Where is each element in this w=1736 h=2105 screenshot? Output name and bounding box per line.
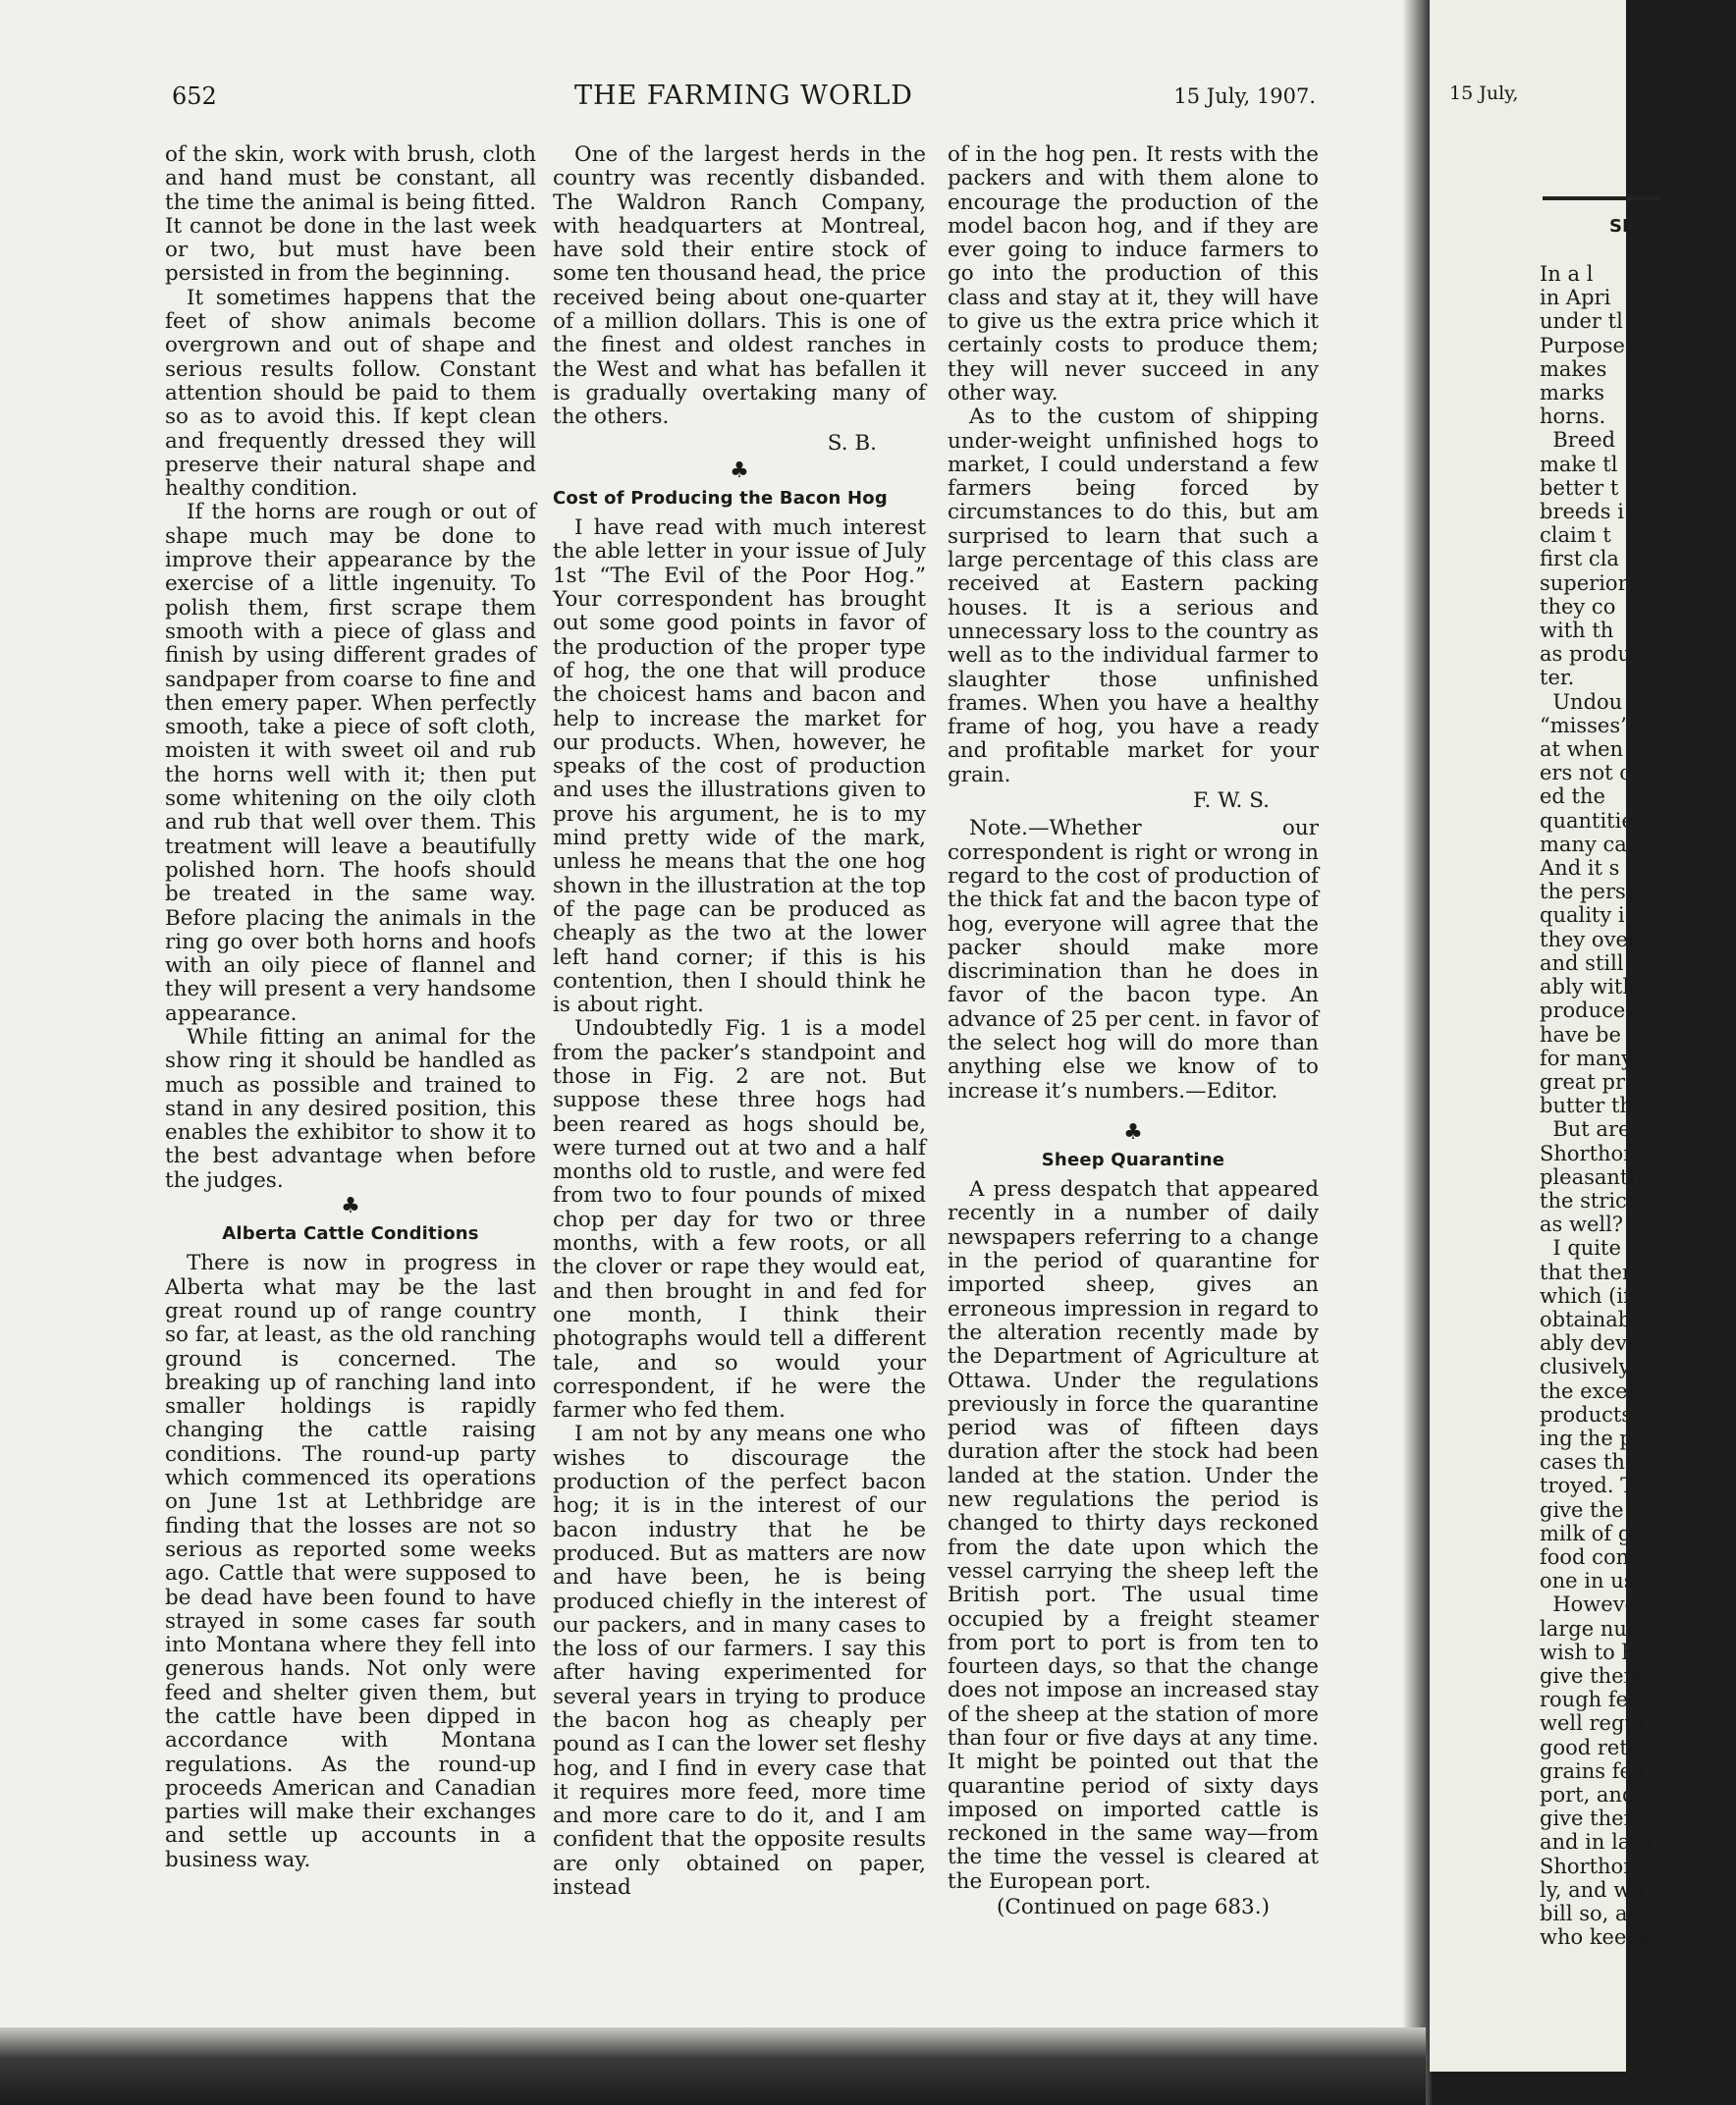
club-ornament-icon: ♣ bbox=[341, 1194, 360, 1219]
section-rule bbox=[1543, 196, 1660, 200]
column-1 bbox=[165, 143, 536, 1872]
issue-date: 15 July, 1907. bbox=[1173, 84, 1316, 108]
right-section-heading: SI bbox=[1609, 216, 1629, 237]
paragraph: If the horns are rough or out of shape much may be done to improve their appearance by the exercise of a little ingenuity. To polish them, first scrape them smooth with a piece of glass and finish by using different grades of sandpaper from coarse to fine and then emery paper. When perfectly smooth, take a piece of soft cloth, moisten it with sweet oil and rub the horns well with it; then put some whitening on the oily cloth and rub that well over them. This treatment will leave a beautifully polished horn. The hoofs should be treated in the same way. Before placing the animals in the ring go over both horns and hoofs with an oily piece of flannel and they will present a very handsome appearance. bbox=[165, 500, 536, 1026]
journal-title: THE FARMING WORLD bbox=[574, 81, 913, 111]
paragraph: I have read with much interest the able letter in your issue of July 1st “The Evil of the Poor Hog.” Your correspondent has brought out some good points in favor of the production of the proper type of hog, the one that will produce the choicest hams and bacon and help to increase the market for our products. When, however, he speaks of the cost of production and uses the illustrations given to prove his argument, he is to my mind pretty wide of the mark, unless he means that the one hog shown in the illustration at the top of the page can be produced as cheaply as the two at the lower left hand corner; if this is his contention, then I should think he is about right. bbox=[553, 515, 926, 1018]
paragraph: of in the hog pen. It rests with the packers and with them alone to encourage the production of the model bacon hog, and if they are ever going to induce farmers to go into the production of this class and stay at it, they will have to give us the extra price which it certainly costs to produce them; they will never succeed in any other way. bbox=[948, 142, 1319, 405]
right-page-header: 15 July, bbox=[1449, 82, 1519, 104]
club-ornament-icon: ♣ bbox=[1123, 1119, 1143, 1145]
column-3 bbox=[948, 143, 1319, 1919]
scan-bottom-edge bbox=[0, 2027, 1426, 2105]
section-heading-alberta: Alberta Cattle Conditions bbox=[222, 1223, 479, 1245]
paragraph: Undoubtedly Fig. 1 is a model from the packer’s standpoint and those in Fig. 2 are not. But suppose these three hogs had been reared as hogs should be, were turned out at two and a half months old to rustle, and were fed from two to four pounds of mixed chop per day for two or three months, with a few roots, or all the clover or rape they would eat, and then brought in and fed for one month, I think their photographs would tell a different tale, and so would your correspondent, if he were the farmer who fed them. bbox=[553, 1016, 926, 1424]
paragraph: It sometimes happens that the feet of show animals become overgrown and out of shape and serious results follow. Constant attention should be paid to them so as to avoid this. If kept clean and frequently dressed they will preserve their natural shape and healthy condition. bbox=[165, 285, 536, 502]
right-page-text: In a l in Apri under tl Purpose makes marks horns. Breed make tl better t breeds i claim t first cla superior they co with th as produ ter. Undou “misses” at when ers not c ed the quantitie many cas And it s the persi quality i they over and still ably with producers have be for many great pro butter th But are Shorthor pleasantly the strictl as well? I quite that ther which (if obtainable ably deve clusively, the excelle products ing the pa cases the troyed. T give the milk of g food cons one in use. However large num wish to h give them rough feed well regul good retu grains fed port, and a give them and in larg Shorthorn ly, and wit bill so, ac who keeps bbox=[1540, 262, 1655, 1950]
paragraph: A press despatch that appeared recently in a number of daily newspapers referring to a change in the period of quarantine for imported sheep, gives an erroneous impression in regard to the alteration recently made by the Department of Agriculture at Ottawa. Under the regulations previously in force the quarantine period was of fifteen days duration after the stock had been landed at the station. Under the new regulations the period is changed to thirty days reckoned from the date upon which the vessel carrying the sheep left the British port. The usual time occupied by a freight steamer from port to port is from ten to fourteen days, so that the change does not impose an increased stay of the sheep at the station of more than four or five days at any time. It might be pointed out that the quarantine period of sixty days imposed on imported cattle is reckoned in the same way—from the time the vessel is cleared at the European port. bbox=[948, 1177, 1319, 1894]
paragraph: of the skin, work with brush, cloth and hand must be constant, all the time the animal is being fitted. It cannot be done in the last week or two, but must have been persisted in from the beginning. bbox=[165, 142, 536, 287]
paragraph: As to the custom of shipping under-weight unfinished hogs to market, I could understand a few farmers being forced by circumstances to do this, but am surprised to learn that such a large percentage of this class are received at Eastern packing houses. It is a serious and unnecessary loss to the country as well as to the individual farmer to slaughter those unfinished frames. When you have a healthy frame of hog, you have a ready and profitable market for your grain. bbox=[948, 405, 1319, 787]
page-number: 652 bbox=[172, 82, 217, 110]
section-heading-sheep-quarantine: Sheep Quarantine bbox=[1041, 1149, 1225, 1170]
paragraph: While fitting an animal for the show ring it should be handled as much as possible and trained to stand in any desired position, this enables the exhibitor to show it to the best advantage when before the judges. bbox=[165, 1024, 536, 1193]
right-page-fragment bbox=[1430, 0, 1655, 2072]
page-header bbox=[172, 82, 1316, 122]
paragraph: There is now in progress in Alberta what may be the last great round up of range country so far, at least, as the old ranching ground is concerned. The breaking up of ranching land into smaller holdings is rapidly changing the cattle raising conditions. The round-up party which commenced its operations on June 1st at Lethbridge are finding that the losses are not so serious as reported some weeks ago. Cattle that were supposed to be dead have been found to have strayed in some cases far south into Montana where they fell into generous hands. Not only were feed and shelter given them, but the cattle have been dipped in accordance with Montana regulations. As the round-up proceeds American and Canadian parties will make their exchanges and settle up accounts in a business way. bbox=[165, 1251, 536, 1872]
book-gutter bbox=[1402, 0, 1432, 2105]
club-ornament-icon: ♣ bbox=[730, 458, 749, 483]
signature: S. B. bbox=[827, 430, 877, 456]
continued-notice: (Continued on page 683.) bbox=[997, 1895, 1270, 1920]
paragraph: I am not by any means one who wishes to discourage the production of the perfect bacon hog; it is in the interest of our bacon industry that he be produced. But as matters are now and have been, he is being produced chiefly in the interest of our packers, and in many cases to the loss of our farmers. I say this after having experimented for several years in trying to produce the bacon hog as cheaply per pound as I can the lower set fleshy hog, and I find in every case that it requires more feed, more time and more care to do it, and I am confident that the opposite results are only obtained on paper, instead bbox=[553, 1422, 926, 1901]
section-heading-bacon-hog: Cost of Producing the Bacon Hog bbox=[553, 487, 888, 509]
column-2 bbox=[553, 143, 926, 1900]
editor-note: Note.—Whether our correspondent is right or wrong in regard to the cost of production of the thick fat and the bacon type of hog, everyone will agree that the packer should make more discrimination than he does in favor of the bacon type. An advance of 25 per cent. in favor of the select hog will do more than anything else we know of to increase it’s numbers.—Editor. bbox=[948, 816, 1319, 1104]
paragraph: One of the largest herds in the country was recently disbanded. The Waldron Ranch Company, with headquarters at Montreal, have sold their entire stock of some ten thousand head, the price received being about one-quarter of a million dollars. This is one of the finest and oldest ranches in the West and what has befallen it is gradually overtaking many of the others. bbox=[553, 142, 926, 430]
signature: F. W. S. bbox=[1192, 788, 1270, 814]
